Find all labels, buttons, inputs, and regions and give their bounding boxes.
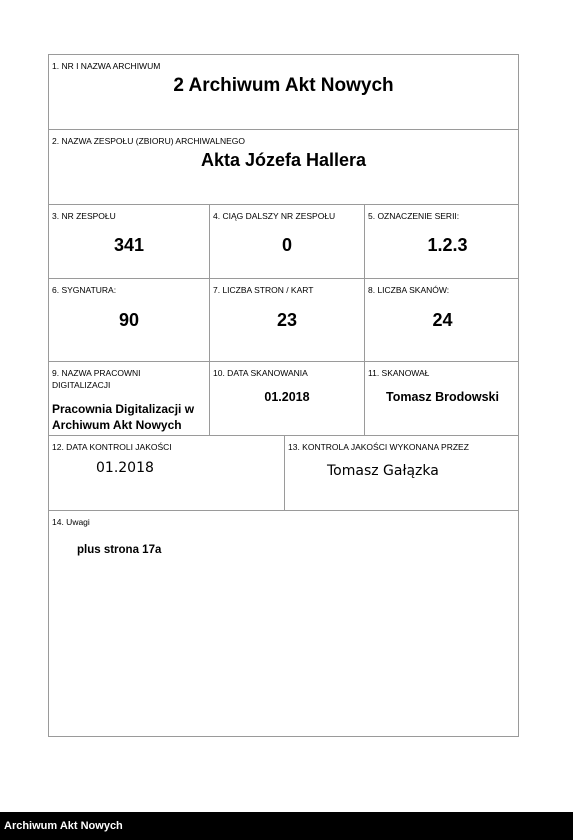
cell-3 — [49, 205, 210, 278]
field-2-label: 2. NAZWA ZESPOŁU (ZBIORU) ARCHIWALNEGO — [52, 136, 246, 146]
field-5-label: 5. OZNACZENIE SERII: — [368, 211, 460, 221]
scanned-by: Tomasz Brodowski — [386, 390, 499, 404]
field-10-label: 10. DATA SKANOWANIA — [213, 368, 308, 378]
signature: 90 — [118, 310, 140, 330]
cell-4 — [210, 205, 365, 278]
digitization-lab-line2: Archiwum Akt Nowych — [52, 418, 182, 432]
row-collection-number — [49, 205, 518, 279]
cell-11 — [365, 362, 520, 435]
field-14-label: 14. Uwagi — [52, 517, 90, 527]
metadata-form — [48, 54, 519, 737]
remarks-text: plus strona 17a — [77, 544, 162, 556]
row-remarks — [49, 511, 518, 736]
field-7-label: 7. LICZBA STRON / KART — [213, 285, 314, 295]
field-11-label: 11. SKANOWAŁ — [368, 368, 430, 378]
page-count: 23 — [276, 310, 298, 330]
cell-8 — [365, 279, 520, 361]
field-3-label: 3. NR ZESPOŁU — [52, 211, 116, 221]
field-4-label: 4. CIĄG DALSZY NR ZESPOŁU — [213, 211, 336, 221]
cell-6 — [49, 279, 210, 361]
cell-7 — [210, 279, 365, 361]
footer-text: Archiwum Akt Nowych — [4, 820, 123, 832]
row-digitization — [49, 362, 518, 436]
cell-5 — [365, 205, 520, 278]
archive-name: 2 Archiwum Akt Nowych — [173, 75, 394, 96]
collection-number: 341 — [113, 235, 145, 255]
field-12-label: 12. DATA KONTROLI JAKOŚCI — [52, 442, 172, 452]
cell-13 — [285, 436, 520, 510]
field-9-label — [52, 367, 140, 391]
scan-date: 01.2018 — [264, 390, 310, 404]
field-1-label: 1. NR I NAZWA ARCHIWUM — [52, 61, 161, 71]
collection-continuation: 0 — [281, 235, 292, 255]
cell-9 — [49, 362, 210, 435]
quality-control-date: 01.2018 — [96, 460, 154, 476]
row-quality-control — [49, 436, 518, 511]
row-collection — [49, 130, 518, 205]
field-8-label: 8. LICZBA SKANÓW: — [368, 285, 450, 295]
field-6-label: 6. SYGNATURA: — [52, 285, 117, 295]
field-9-label-line2: DIGITALIZACJI — [52, 380, 111, 390]
row-signature — [49, 279, 518, 362]
footer-bar — [0, 812, 573, 840]
field-13-label: 13. KONTROLA JAKOŚCI WYKONANA PRZEZ — [288, 442, 469, 452]
cell-10 — [210, 362, 365, 435]
digitization-lab-line1: Pracownia Digitalizacji w — [52, 402, 195, 416]
row-archive — [49, 55, 518, 130]
quality-control-by: Tomasz Gałązka — [327, 463, 439, 479]
field-9-label-line1: 9. NAZWA PRACOWNI — [52, 368, 141, 378]
scan-count: 24 — [432, 310, 453, 330]
cell-12 — [49, 436, 285, 510]
series-designation: 1.2.3 — [427, 235, 468, 255]
digitization-lab — [52, 401, 194, 433]
collection-name: Akta Józefa Hallera — [200, 150, 367, 170]
